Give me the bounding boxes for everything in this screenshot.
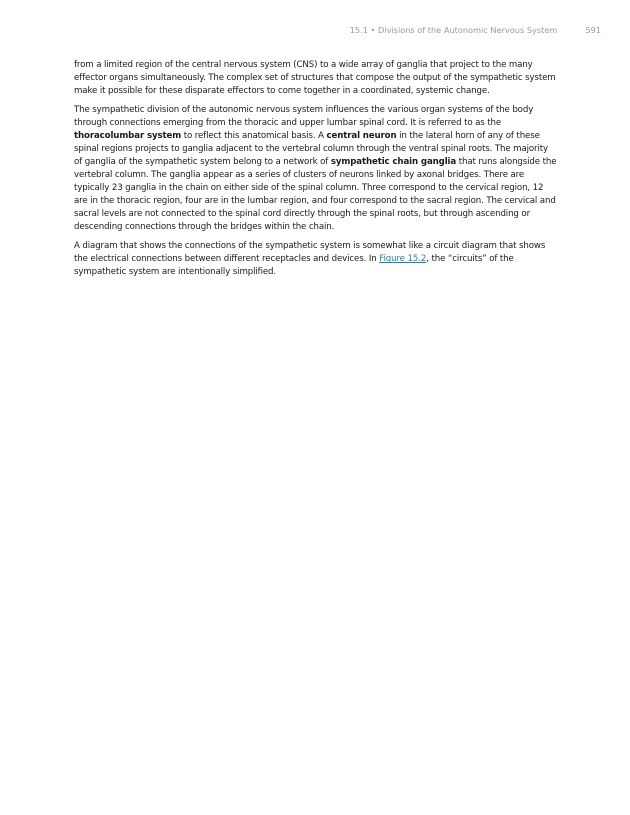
figure-link[interactable]: Figure 15.2	[379, 254, 427, 265]
text-segment: , the “circuits” of the sympathetic system are intentionally simplified.	[74, 254, 514, 278]
paragraph-2	[74, 104, 558, 234]
text-segment: in the lateral horn of any of these spinal regions projects to ganglia adjacent to the vertebral column through the ventral spinal roots. The majority of ganglia of the sympathetic system belong to a network of	[74, 131, 548, 168]
text-segment: that runs alongside the vertebral column. The ganglia appear as a series of clusters of neurons linked by axonal bridges. There are typically 23 ganglia in the chain on either side of the spinal column. Three correspond to the cervical region, 12 are in the thoracic region, four are in the lumbar region, and four correspond to the sacral region. The cervical and sacral levels are not connected to the spinal cord directly through the spinal roots, but through ascending or descending connections through the bridges within the chain.	[74, 157, 557, 232]
text-segment: from a limited region of the central nervous system (CNS) to a wide array of ganglia that project to the many effector organs simultaneously. The complex set of structures that compose the output of the sympathetic system make it possible for these disparate effectors to come together in a coordinated, systemic change.	[74, 60, 556, 96]
term-sympathetic-chain-ganglia: sympathetic chain ganglia	[330, 157, 457, 168]
body-text	[74, 59, 558, 286]
term-central-neuron: central neuron	[326, 131, 397, 142]
term-thoracolumbar-system: thoracolumbar system	[74, 131, 182, 142]
text-segment: to reflect this anatomical basis. A	[181, 131, 327, 142]
running-header	[350, 25, 601, 35]
text-segment: A diagram that shows the connections of the sympathetic system is somewhat like a circuit diagram that shows the electrical connections between different receptacles and devices. In	[74, 241, 546, 265]
paragraph-1	[74, 59, 558, 98]
text-segment: The sympathetic division of the autonomic nervous system influences the various organ systems of the body through connections emerging from the thoracic and upper lumbar spinal cord. It is referred to as the	[74, 105, 534, 129]
section-title: 15.1 • Divisions of the Autonomic Nervous System	[349, 25, 558, 35]
page-number: 591	[585, 25, 601, 35]
paragraph-3	[74, 240, 558, 279]
